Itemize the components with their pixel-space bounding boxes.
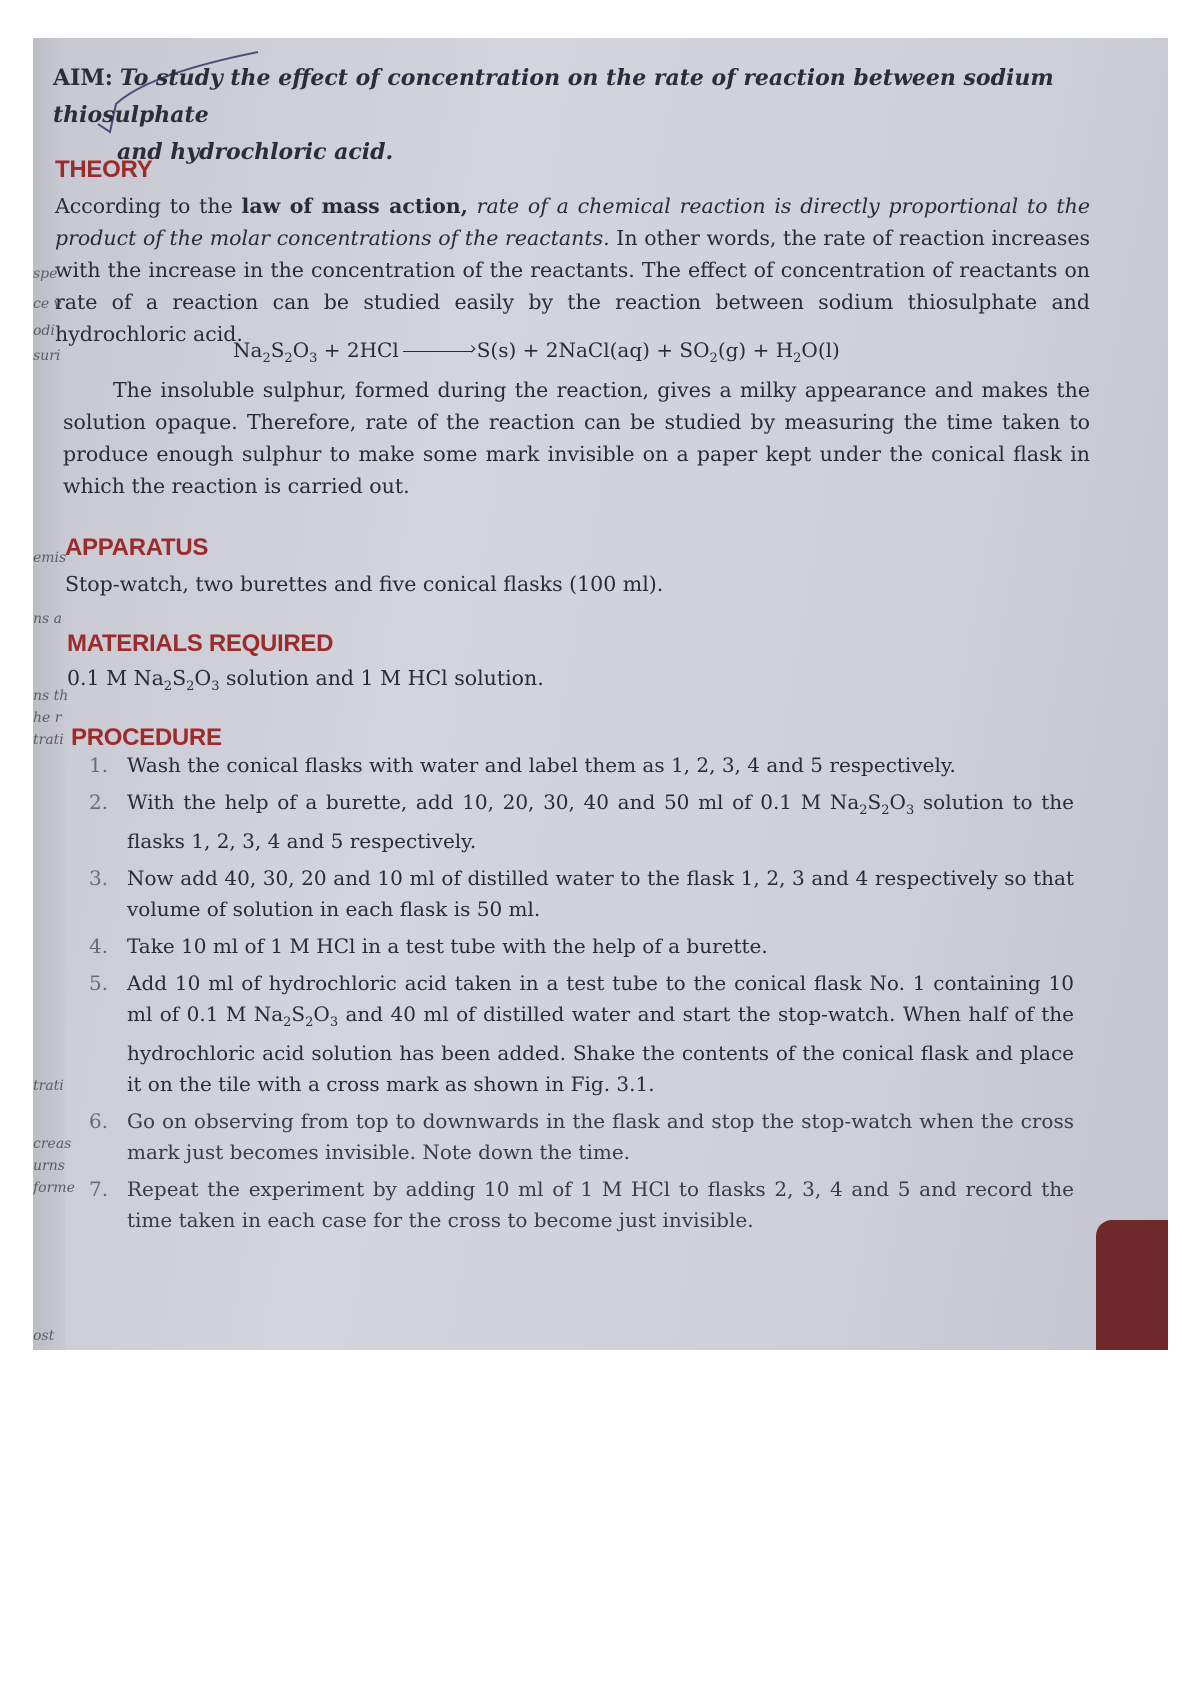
procedure-step [89,750,1074,781]
step-number: 2. [89,790,109,814]
step-text: S [867,790,882,814]
margin-fragment: ce v [33,296,62,312]
eq-sub: 3 [309,351,318,366]
eq-sub: 2 [262,351,271,366]
page-edge-tab [1096,1220,1168,1350]
mat-part: S [172,666,187,690]
theory-p1-italic: rate of a chemical reaction is directly proportional to the product of the molar concentrations of the reactants. [55,194,1090,250]
eq-part: O [292,338,310,362]
margin-fragment: ns a [33,611,62,627]
step-text: O [313,1002,330,1026]
margin-fragment: urns [33,1158,65,1174]
step-text: Go on observing from top to downwards in the flask and stop the stop-watch when the cross mark just becomes invisible. Note down the time. [127,1109,1074,1164]
step-text: O [889,790,906,814]
procedure-step [89,1106,1074,1168]
step-sub: 2 [881,803,890,818]
margin-fragment: trati [33,1078,64,1094]
step-text: Repeat the experiment by adding 10 ml of 1 M HCl to flasks 2, 3, 4 and 5 and record the time taken in each case for the cross to become just invisible. [127,1177,1074,1232]
reaction-arrow-icon [403,351,473,352]
materials-text [67,666,544,694]
margin-fragment: creas [33,1136,72,1152]
mat-sub: 3 [211,679,220,695]
step-number: 5. [89,971,109,995]
law-of-mass-action: law of mass action, [241,194,468,218]
eq-part: O(l) [801,338,840,362]
theory-paragraph-2: The insoluble sulphur, formed during the reaction, gives a milky appearance and makes the solution opaque. Therefore, rate of the reaction can be studied by measuring the time taken to produce enough sulphur to make some mark invisible on a paper kept under the conical flask in which the reaction is carried out. [63,378,1090,498]
step-sub: 3 [329,1015,339,1030]
eq-sub: 2 [709,351,718,366]
procedure-heading: PROCEDURE [71,724,222,751]
eq-part: Na [233,338,263,362]
step-text: Wash the conical flasks with water and label them as 1, 2, 3, 4 and 5 respectively. [127,753,956,777]
mat-sub: 2 [186,679,195,695]
margin-fragment: he r [33,710,62,726]
eq-part: (g) + H [717,338,794,362]
reaction-equation [233,338,840,366]
step-number: 6. [89,1109,109,1133]
step-text: Now add 40, 30, 20 and 10 ml of distilled water to the flask 1, 2, 3 and 4 respectively so that volume of solution in each flask is 50 ml. [127,866,1074,921]
margin-fragment: suri [33,348,61,364]
step-text: solution to the flasks 1, 2, 3, 4 and 5 respectively. [127,790,1074,853]
aim-text-line2: and hydrochloric acid. [117,139,394,165]
apparatus-heading: APPARATUS [65,534,209,561]
margin-fragment: forme [33,1180,75,1196]
procedure-step [89,787,1074,857]
procedure-step [89,931,1074,962]
step-number: 4. [89,934,109,958]
step-sub: 2 [305,1015,314,1030]
step-text: S [291,1002,306,1026]
eq-part: S(s) + 2NaCl(aq) + SO [476,338,710,362]
aim-statement [53,60,1128,170]
eq-sub: 2 [284,351,293,366]
aim-text-line1: To study the effect of concentration on the rate of reaction between sodium thiosulphate [53,65,1054,128]
theory-p1-start: According to the [55,194,242,218]
step-text: and 40 ml of distilled water and start the stop-watch. When half of the hydrochloric acid solution has been added. Shake the contents of the conical flask and place it on the tile with a cross mark as shown in Fig. 3.1. [127,1002,1074,1096]
mat-part: O [194,666,212,690]
page-photo [33,38,1168,1350]
mat-part: solution and 1 M HCl solution. [219,666,544,690]
margin-fragment: trati [33,732,64,748]
mat-sub: 2 [163,679,173,695]
mat-part: 0.1 M Na [67,666,164,690]
eq-part: S [270,338,285,362]
materials-heading: MATERIALS REQUIRED [67,630,334,657]
step-number: 1. [89,753,109,777]
margin-fragment: ost [33,1328,55,1344]
step-sub: 3 [905,803,915,818]
theory-p1-rest: In other words, the rate of reaction increases with the increase in the concentration of the reactants. The effect of concentration of reactants on rate of a reaction can be studied easily by the reaction between sodium thiosulphate and hydrochloric acid. [55,226,1090,346]
step-text: With the help of a burette, add 10, 20, 30, 40 and 50 ml of 0.1 M Na [127,790,860,814]
step-sub: 2 [283,1015,292,1030]
theory-heading: THEORY [55,156,153,183]
procedure-step [89,968,1074,1100]
procedure-step [89,1174,1074,1236]
margin-fragment: emis [33,550,67,566]
margin-fragment: spe [33,266,58,282]
eq-sub: 2 [793,351,802,366]
margin-fragment: odi [33,323,55,339]
theory-paragraph-1 [55,190,1090,350]
step-text: Take 10 ml of 1 M HCl in a test tube with the help of a burette. [127,934,768,958]
step-number: 7. [89,1177,109,1201]
aim-label: AIM: [53,65,113,91]
procedure-step [89,863,1074,925]
margin-fragment: ns th [33,688,69,704]
step-sub: 2 [859,803,868,818]
step-number: 3. [89,866,109,890]
apparatus-text: Stop-watch, two burettes and five conical flasks (100 ml). [65,572,664,596]
procedure-steps [89,750,1074,1242]
step-text: Add 10 ml of hydrochloric acid taken in a test tube to the conical flask No. 1 containing 10 ml of 0.1 M Na [127,971,1074,1026]
eq-part: + 2HCl [317,338,399,362]
